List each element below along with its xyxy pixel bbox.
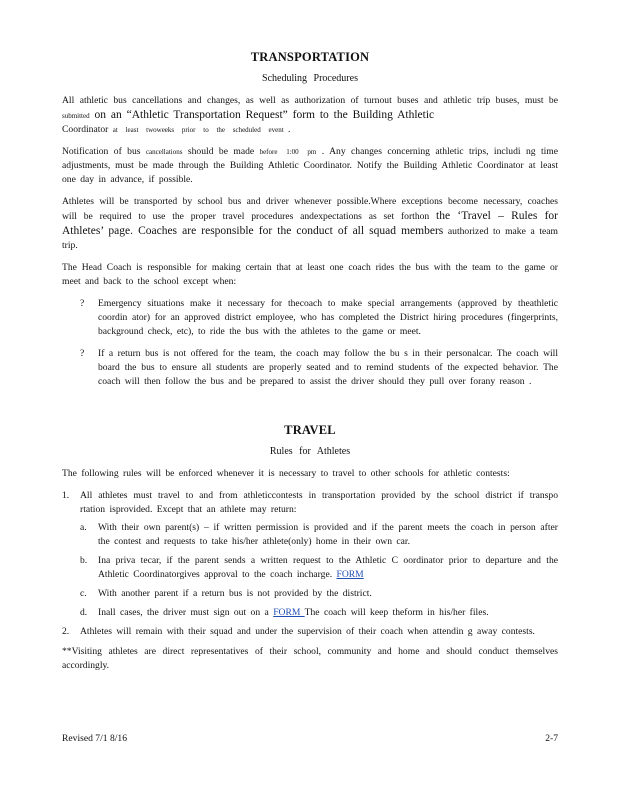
text-span: . [283, 124, 291, 135]
sub-item [80, 554, 558, 582]
revised-date: Revised 7/1 8/16 [62, 733, 128, 744]
item-number: 2. [62, 626, 70, 637]
section-gap [62, 397, 558, 423]
sub-item-text: With their own parent(s) – if written permission is provided and if the parent meets the coach in person after the contest and requests to take his/her athlete(only) home in their own car. [98, 522, 558, 547]
text-span: Ina priva tecar, if the parent sends a written request to the Athletic C oordinator prior to departure and the Athletic Coordinatorgives approval to the coach incharge. [98, 555, 558, 580]
text-span: authorized to make a team trip. [62, 226, 558, 251]
text-span: should be made [182, 146, 260, 157]
bullet-item [62, 297, 558, 339]
paragraph-athletes-transport [62, 195, 558, 253]
numbered-item [62, 489, 558, 517]
sub-item [80, 587, 558, 601]
large-text-span: the ‘Travel – Rules for Athletes’ page. Coaches are responsible for the conduct of all squad members [62, 210, 558, 237]
paragraph-head-coach: The Head Coach is responsible for making certain that at least one coach rides the bus with the team to the game or meet and back to the school except when: [62, 262, 558, 287]
text-span: Notification of bus [62, 146, 146, 157]
text-span: . Any changes concerning athletic trips, includi ng time adjustments, must be made through the Building Athletic Coordinator. Notify the Building Athletic Coordinator at least one day in advance, if possible. [62, 146, 559, 185]
transportation-subtitle: Scheduling Procedures [262, 73, 358, 84]
sub-item-letter: a. [80, 522, 87, 533]
bullet-text: Emergency situations make it necessary for thecoach to make special arrangements (approved by theathletic coordin ator) for an approved district employee, who has completed the District hiring procedures (fingerprints, background check, etc), to ride the bus with the athletes to the game or meet. [98, 298, 558, 337]
small-text-span: cancellations [145, 148, 183, 156]
sub-item-letter: c. [80, 588, 87, 599]
sub-item-text [98, 606, 558, 620]
travel-title: TRAVEL [284, 423, 336, 437]
item-text: Athletes will remain with their squad and under the supervision of their coach when attendin g away contests. [80, 626, 535, 637]
bullet-mark: ? [80, 348, 85, 359]
bullet-item [62, 347, 558, 389]
sub-item [80, 606, 558, 620]
visiting-athletes-note: **Visiting athletes are direct representatives of their school, community and home and should conduct themselves accordingly. [62, 646, 558, 671]
small-text-span: at least twoweeks prior to the scheduled event [112, 126, 284, 134]
paragraph-bus-changes [62, 94, 558, 137]
sub-item [80, 521, 558, 549]
bullet-text: If a return bus is not offered for the team, the coach may follow the bu s in their personalcar. The coach will board the bus to ensure all students are properly seated and to remind students of the expected behavior. The coach will then follow the bus and be prepared to assist the driver should they pull over forany reason . [98, 348, 558, 387]
item-text: All athletes must travel to and from athleticcontests in transportation provided by the school district if transpo rtation isprovided. Except that an athlete may return: [80, 490, 558, 515]
form-link[interactable]: FORM [273, 607, 305, 618]
document-page [62, 50, 558, 681]
sub-item-text [98, 554, 558, 582]
bullet-mark: ? [80, 298, 85, 309]
text-span: All athletic bus cancellations and changes, as well as authorization of turnout buses and athletic trip buses, must be [62, 95, 558, 106]
page-number: 2-7 [545, 733, 558, 744]
small-text-span: submitted [62, 112, 90, 120]
form-link[interactable]: FORM [336, 569, 364, 580]
paragraph-notification [62, 145, 558, 187]
sub-item-letter: b. [80, 555, 88, 566]
text-span: Athletes will be transported by school bus and driver whenever possible.Where exceptions become necessary, coaches will be required to use the proper travel procedures andexpectations as set forthon [62, 196, 558, 222]
item-number: 1. [62, 490, 70, 501]
text-span: Coordinator [62, 124, 113, 135]
sub-item-letter: d. [80, 607, 88, 618]
travel-intro: The following rules will be enforced whenever it is necessary to travel to other schools for athletic contests: [62, 468, 510, 479]
text-span: Inall cases, the driver must sign out on a [98, 607, 274, 618]
transportation-title: TRANSPORTATION [250, 50, 370, 64]
numbered-item [62, 625, 558, 639]
travel-subtitle: Rules for Athletes [269, 446, 351, 457]
large-text-span: on an “Athletic Transportation Request” form to the Building Athletic [89, 109, 435, 121]
sub-item-text: With another parent if a return bus is not provided by the district. [98, 588, 372, 599]
text-span: The coach will keep theform in his/her files. [304, 607, 489, 618]
small-text-span: before 1:00 pm [259, 148, 317, 156]
page-footer [62, 733, 558, 744]
